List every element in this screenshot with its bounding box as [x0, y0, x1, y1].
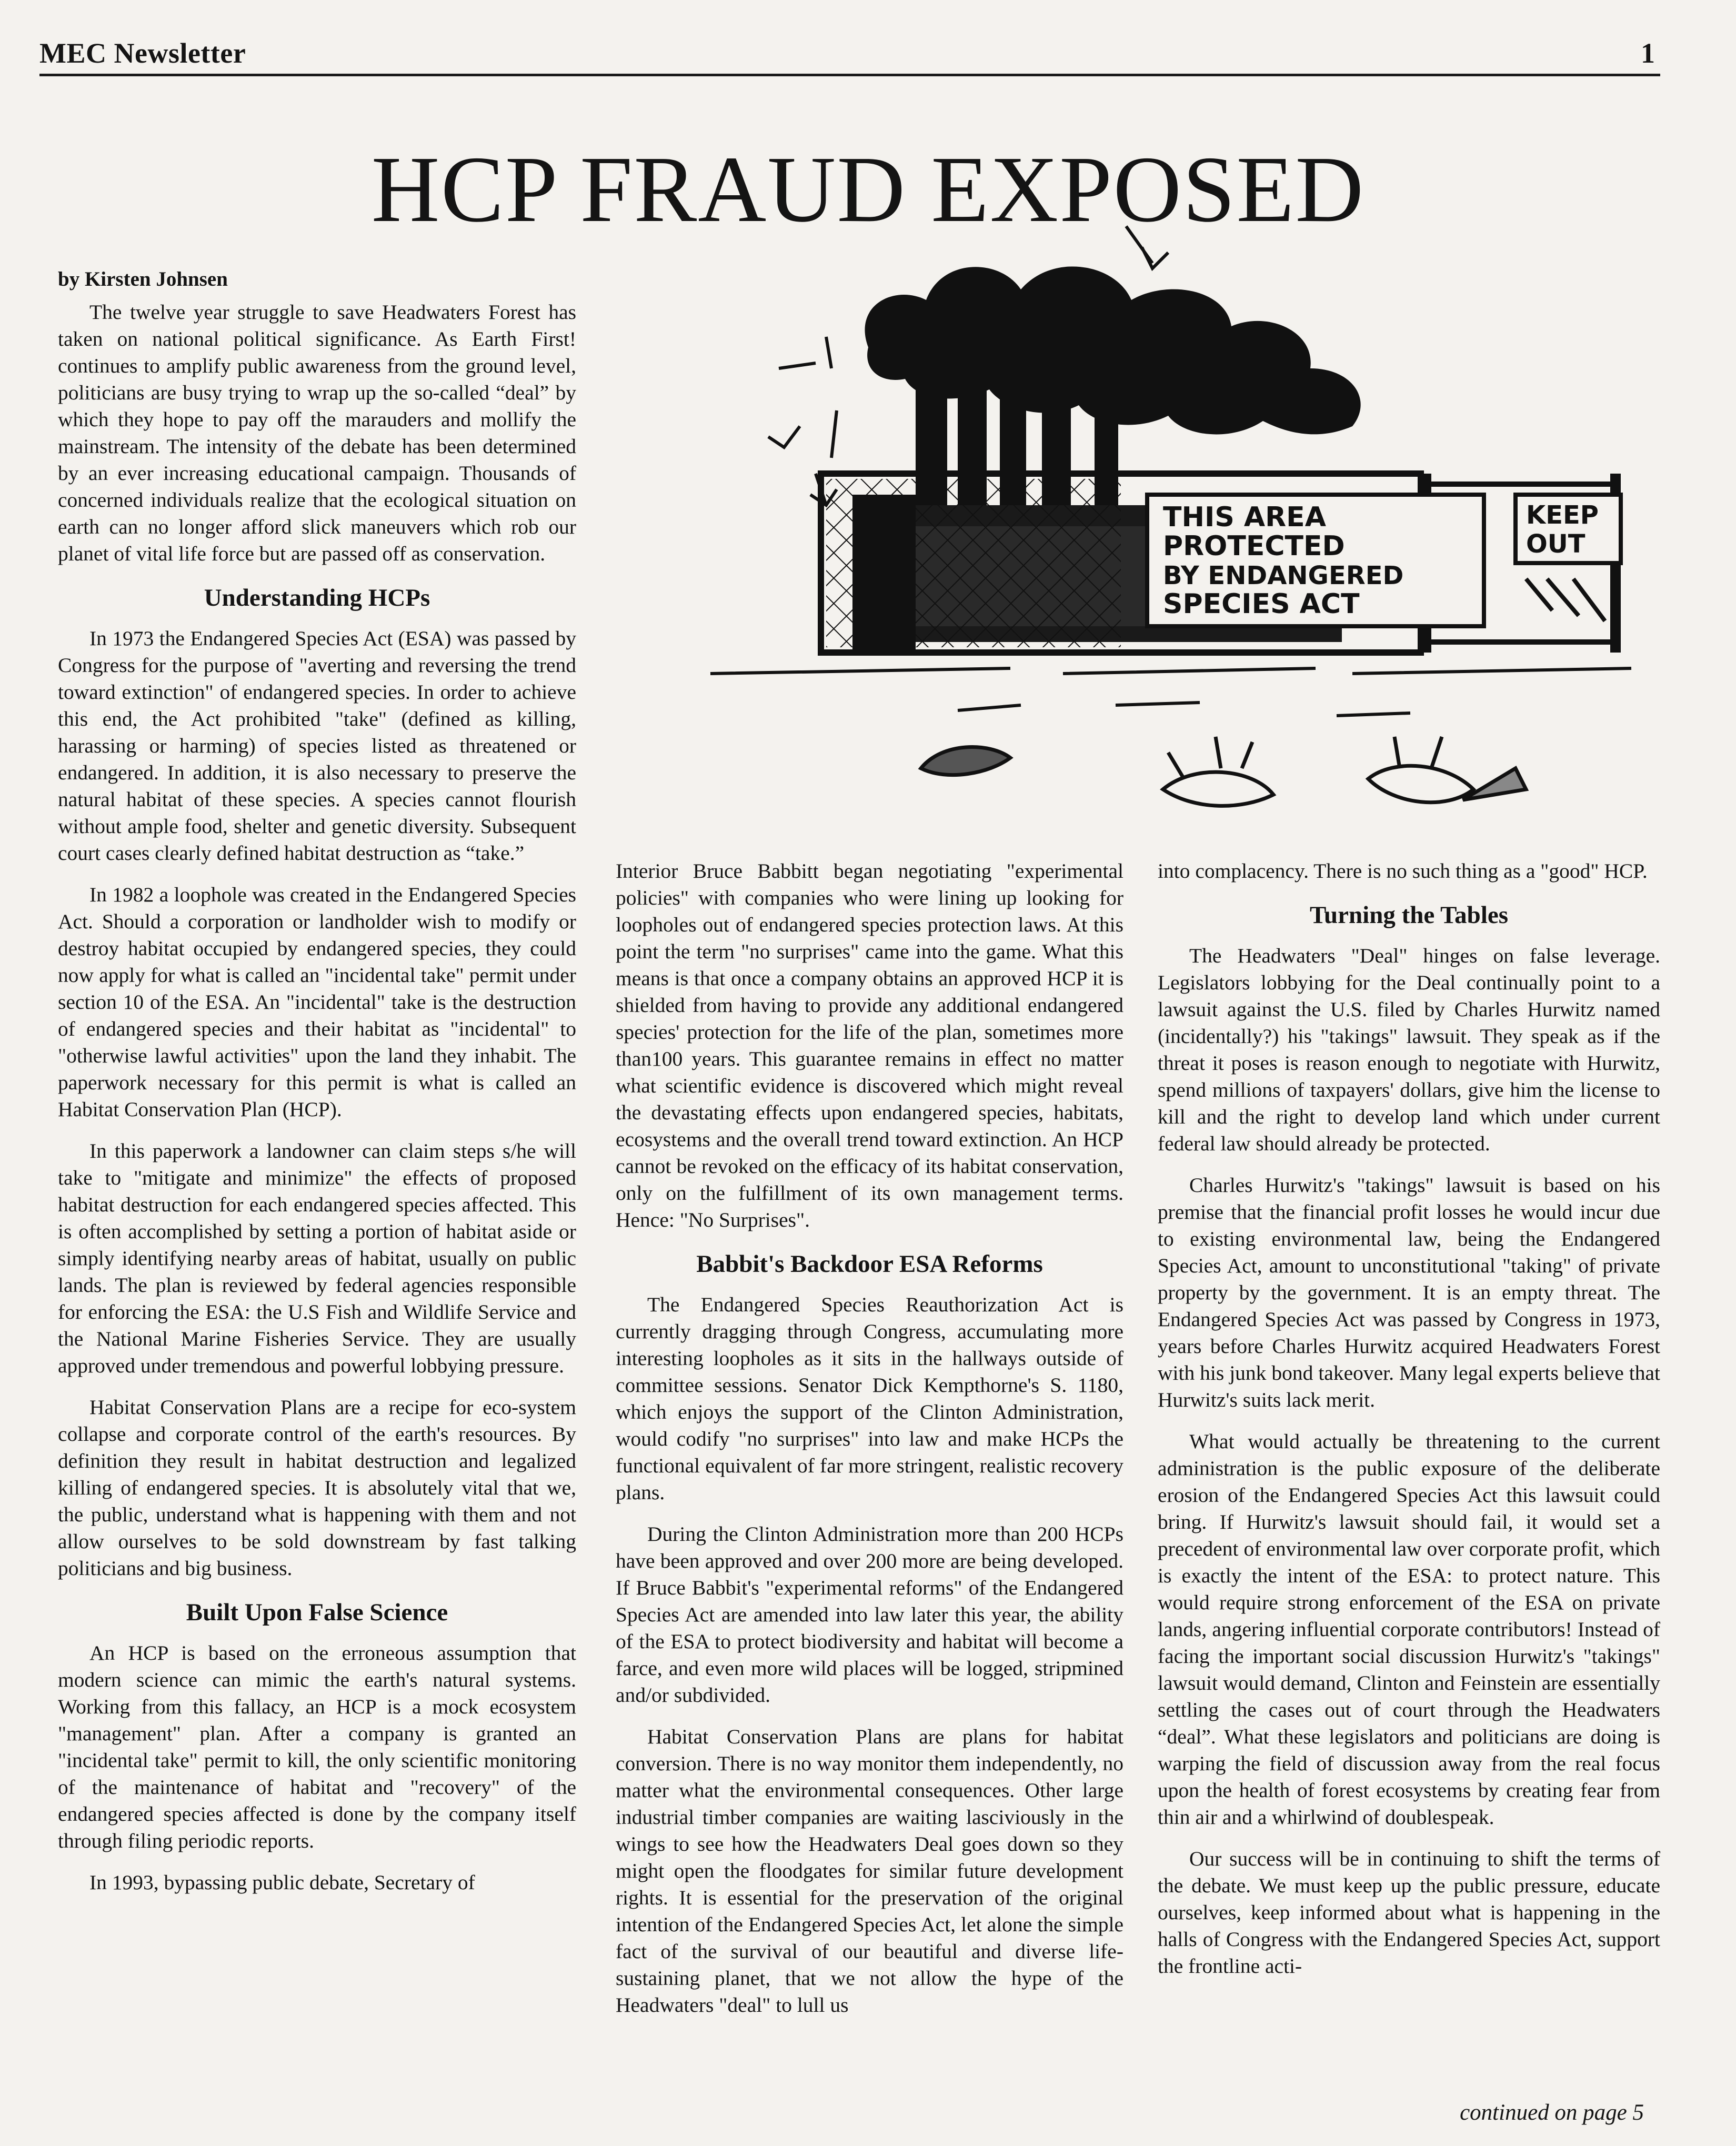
- paragraph-headwaters-deal: The Headwaters "Deal" hinges on false leverage. Legislators lobbying for the Deal continually point to a lawsuit against the U.S. filed by Charles Hurwitz named (incidentally?) his "takings" lawsuit. They speak as if the threat it poses is reason enough to negotiate with Hurwitz, spend millions of taxpayers' dollars, give him the license to kill and the right to develop land which under current federal law should already be protected.: [1158, 944, 1660, 1155]
- column-1: [58, 266, 576, 1911]
- publication-name: MEC Newsletter: [39, 37, 246, 69]
- protected-area-sign: [1147, 495, 1484, 626]
- paragraph-reauthorization: The Endangered Species Reauthorization Act is currently dragging through Congress, accumulating more interesting loopholes as it sits in the hallways outside of committee sessions. Senator Dick Kempthorne's S. 1180, which enjoys the support of the Clinton Administration, would codify "no surprises" into law and make HCPs the functional equivalent of far more stringent, realistic recovery plans.: [616, 1293, 1123, 1504]
- keep-out-line-2: OUT: [1526, 529, 1586, 559]
- keep-out-sign: [1516, 495, 1621, 621]
- column-2: [616, 858, 1123, 2033]
- sign-line-3: BY ENDANGERED: [1163, 561, 1404, 590]
- sign-line-2: PROTECTED: [1163, 530, 1345, 562]
- keep-out-line-1: KEEP: [1526, 500, 1599, 530]
- paragraph-1982: In 1982 a loophole was created in the Endangered Species Act. Should a corporation or landholder wish to modify or destroy habitat occupied by endangered species, they could now apply for what is called an "incidental take" permit under section 10 of the ESA. An "incidental" take is the destruction of endangered species and their habitat as "incidental" to "otherwise lawful activities" upon the land they inhabit. The paperwork necessary for this permit is what is called an Habitat Conservation Plan (HCP).: [58, 883, 576, 1121]
- section-heading-turning-tables: Turning the Tables: [1309, 901, 1509, 929]
- paragraph-success: Our success will be in continuing to shift the terms of the debate. We must keep up the public pressure, educate ourselves, keep informed about what is happening in the halls of Congress with the Endangered Species Act, support the frontline acti-: [1158, 1847, 1660, 1978]
- paragraph-takings-lawsuit: Charles Hurwitz's "takings" lawsuit is based on his premise that the financial profit losses he would incur due to existing environmental law, being the Endangered Species Act, amount to unconstitutional "taking" of private property by the government. It is an empty threat. The Endangered Species Act was passed by Congress in 1973, years before Charles Hurwitz acquired Headwaters Forest with his junk bond takeover. Many legal experts believe that Hurwitz's suits lack merit.: [1158, 1174, 1660, 1411]
- dead-animals: [921, 737, 1526, 806]
- paragraph-esa: In 1973 the Endangered Species Act (ESA) was passed by Congress for the purpose of "averting and reversing the trend toward extinction" of endangered species. In order to achieve this end, the Act prohibited "take" (defined as killing, harassing or harming) of species listed as threatened or endangered. In addition, it is also necessary to preserve the natural habitat of these species. A species cannot flourish without ample food, shelter and genetic diversity. Subsequent court cases clearly defined habitat destruction as “take.”: [58, 627, 576, 865]
- ground-lines: [710, 668, 1631, 716]
- paragraph-paperwork: In this paperwork a landowner can claim steps s/he will take to "mitigate and minimize" the effects of proposed habitat destruction for each endangered species affected. This is often accomplished by setting a portion of habitat aside or simply identifying nearby areas of habitat, usually on public lands. The plan is reviewed by federal agencies responsible for enforcing the ESA: the U.S Fish and Wildlife Service and the National Marine Fisheries Service. They are usually approved under tremendous and powerful lobbying pressure.: [58, 1139, 576, 1377]
- sign-line-4: SPECIES ACT: [1163, 588, 1360, 620]
- page-number: 1: [1641, 37, 1655, 69]
- paragraph-1993: In 1993, bypassing public debate, Secretary of: [89, 1871, 475, 1894]
- paragraph-threatening: What would actually be threatening to the current administration is the public exposure of the deliberate erosion of the Endangered Species Act this lawsuit could bring. If Hurwitz's lawsuit should fail, it would set a precedent of environmental law over corporate profit, which is exactly the intent of the ESA: to protect nature. This would require strong enforcement of the ESA on private lands, angering influential corporate contributors! Instead of facing the important social discussion Hurwitz's "takings" lawsuit would demand, Clinton and Feinstein are essentially settling the cases out of court through the Headwaters “deal”. What these legislators and politicians are doing is warping the field of discussion away from the real focus upon the health of forest ecosystems by creating fear from thin air and a whirlwind of doublespeak.: [1158, 1430, 1660, 1829]
- paragraph-complacency: into complacency. There is no such thing as a "good" HCP.: [1158, 859, 1648, 883]
- cartoon-illustration: [695, 210, 1642, 831]
- paragraph-recipe: Habitat Conservation Plans are a recipe for eco-system collapse and corporate control of the earth's resources. By definition they result in habitat destruction and legalized killing of endangered species. It is absolutely vital that we, the public, understand what is happening with them and not allow ourselves to be sold downstream by fast talking politicians and big business.: [58, 1396, 576, 1580]
- paragraph-habitat-conversion: Habitat Conservation Plans are plans for habitat conversion. There is no way monitor them independently, no matter what the environmental consequences. Other large industrial timber companies are waiting lasciviously in the wings to see how the Headwaters Deal goes down so they might open the floodgates for similar future development rights. It is essential for the preservation of the original intention of the Endangered Species Act, let alone the simple fact of the survival of our beautiful and diverse life-sustaining planet, that we not allow the hype of the Headwaters "deal" to lull us: [616, 1725, 1123, 2017]
- article-headline: HCP FRAUD EXPOSED: [371, 137, 1365, 242]
- section-heading-understanding-hcps: Understanding HCPs: [204, 584, 430, 611]
- sign-line-1: THIS AREA: [1163, 502, 1326, 533]
- byline: by Kirsten Johnsen: [58, 268, 228, 290]
- section-heading-babbit-reforms: Babbit's Backdoor ESA Reforms: [696, 1250, 1043, 1278]
- section-heading-false-science: Built Upon False Science: [186, 1599, 448, 1626]
- intro-paragraph: The twelve year struggle to save Headwaters Forest has taken on national political significance. As Earth First! continues to amplify public awareness from the ground level, politicians are busy trying to wrap up the so-called “deal” by which they hope to pay off the marauders and mollify the mainstream. The intensity of the debate has been determined by an ever increasing educational campaign. Thousands of concerned individuals realize that the ecological situation on earth can no longer afford slick maneuvers which rob our planet of vital life force but are passed off as conservation.: [58, 300, 576, 565]
- paragraph-false-science: An HCP is based on the erroneous assumption that modern science can mimic the earth's natural systems. Working from this fallacy, an HCP is a mock ecosystem "management" plan. After a company is granted an "incidental take" permit to kill, the only scientific monitoring of the maintenance of habitat and "recovery" of the endangered species affected is done by the company itself through filing periodic reports.: [58, 1641, 576, 1852]
- column-3: [1158, 858, 1660, 1994]
- newsletter-header: [39, 37, 1660, 76]
- continued-on-page-link[interactable]: continued on page 5: [1460, 2100, 1644, 2125]
- paragraph-continued-babbitt: Interior Bruce Babbitt began negotiating "experimental policies" with companies who were lining up looking for loopholes out of endangered species protection laws. At this point the term "no surprises" came into the game. What this means is that once a company obtains an approved HCP it is shielded from having to provide any additional endangered species' protection for the life of the plan, sometimes more than100 years. This guarantee remains in effect no matter what scientific evidence is discovered which might reveal the devastating effects upon endangered species, habitats, ecosystems and the overall trend toward extinction. An HCP cannot be revoked on the efficacy of its habitat conservation, only on the fulfillment of its own management terms. Hence: "No Surprises".: [616, 859, 1123, 1231]
- paragraph-clinton-administration: During the Clinton Administration more than 200 HCPs have been approved and over 200 more are being developed. If Bruce Babbit's "experimental reforms" of the Endangered Species Act are amended into law later this year, the ability of the ESA to protect biodiversity and habitat will become a farce, and even more wild places will be logged, stripmined and/or subdivided.: [616, 1522, 1123, 1707]
